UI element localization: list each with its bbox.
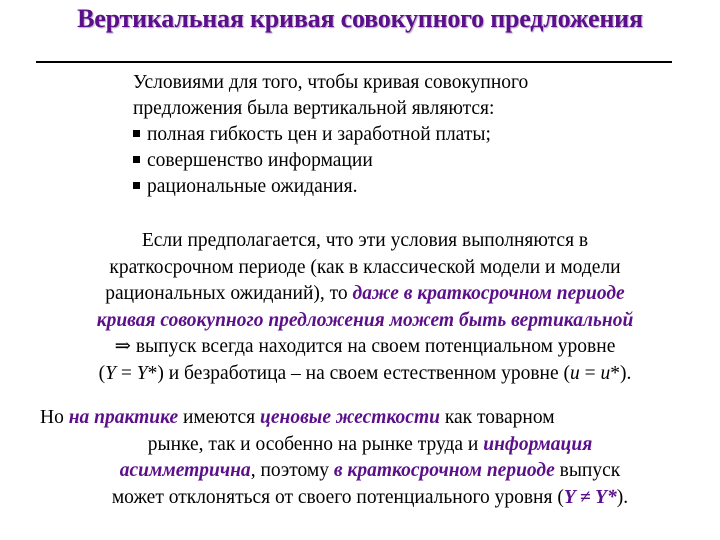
condition-item: совершенство информации bbox=[133, 148, 693, 174]
paragraph-line: краткосрочном периоде (как в классической модели и модели bbox=[109, 256, 621, 278]
implies-arrow-icon: ⇒ bbox=[114, 336, 131, 357]
conditions-intro-line-1: Условиями для того, чтобы кривая совокупного bbox=[133, 72, 529, 93]
paragraph-line: рациональных ожиданий), то даже в краткосрочном периоде bbox=[105, 283, 625, 304]
highlight-text: информация bbox=[483, 433, 593, 455]
highlight-text: на практике bbox=[68, 407, 179, 428]
conditions-block bbox=[133, 70, 693, 200]
practice-paragraph bbox=[30, 405, 710, 511]
square-bullet-icon bbox=[133, 182, 140, 189]
paragraph-line: рынке, так и особенно на рынке труда и информация bbox=[147, 433, 593, 455]
title-divider bbox=[36, 61, 672, 63]
square-bullet-icon bbox=[133, 130, 140, 137]
highlight-text: асимметрична bbox=[119, 460, 251, 481]
paragraph-line: ⇒ выпуск всегда находится на своем потенциальном уровне bbox=[114, 336, 616, 357]
paragraph-line: Если предполагается, что эти условия выполняются в bbox=[141, 230, 589, 251]
condition-item: полная гибкость цен и заработной платы; bbox=[133, 122, 693, 148]
assumption-paragraph bbox=[20, 228, 710, 387]
paragraph-line: (Y = Y*) и безработица – на своем естественном уровне (u = u*). bbox=[98, 362, 632, 384]
paragraph-line: Но на практике имеются ценовые жесткости как товарном bbox=[40, 407, 555, 428]
highlight-text: даже в краткосрочном периоде bbox=[352, 283, 625, 304]
highlight-text: ценовые жесткости bbox=[260, 407, 440, 428]
highlight-text: кривая совокупного предложения может быть вертикальной bbox=[96, 309, 634, 331]
slide-title: Вертикальная кривая совокупного предложения bbox=[77, 4, 643, 33]
paragraph-line: асимметрична, поэтому в краткосрочном периоде выпуск bbox=[119, 460, 621, 481]
square-bullet-icon bbox=[133, 156, 140, 163]
paragraph-line: может отклоняться от своего потенциального уровня (Y ≠ Y*). bbox=[111, 486, 629, 508]
highlight-text: в краткосрочном периоде bbox=[333, 460, 555, 481]
condition-item: рациональные ожидания. bbox=[133, 174, 693, 200]
highlight-text: Y ≠ Y* bbox=[563, 486, 617, 508]
conditions-intro-line-2: предложения была вертикальной являются: bbox=[133, 98, 495, 119]
